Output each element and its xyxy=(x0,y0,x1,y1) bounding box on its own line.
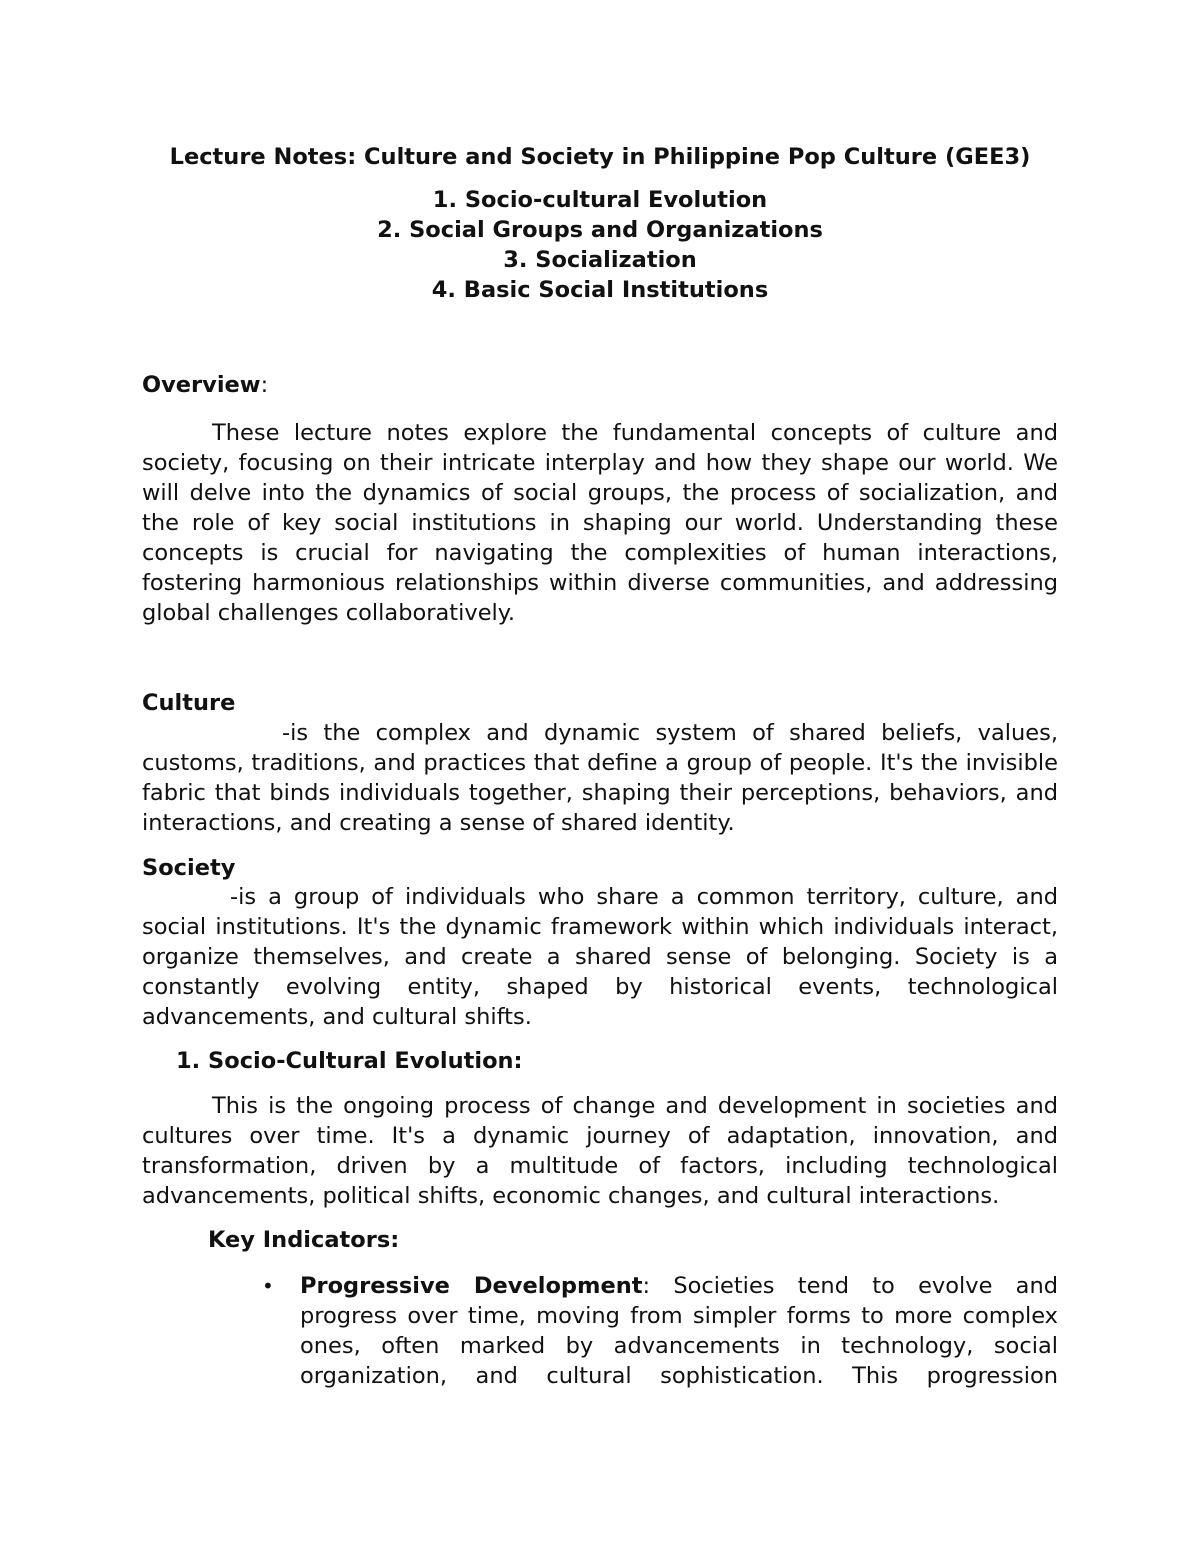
overview-heading-colon: : xyxy=(260,372,269,398)
bullet-text: Societies tend to evolve and progress over time, moving from simpler forms to more complex ones, often marked by advancements in technology, social organization, and cultural sophistication. This progression xyxy=(300,1273,1058,1389)
toc-item: 1. Socio-cultural Evolution xyxy=(432,187,768,213)
culture-definition: -is the complex and dynamic system of shared beliefs, values, customs, traditions, and practices that define a group of people. It's the invisible fabric that binds individuals together, shaping their perceptions, behaviors, and interactions, and creating a sense of shared identity. xyxy=(142,720,1058,836)
bullet-term: Progressive Development xyxy=(300,1273,643,1299)
section-paragraph: This is the ongoing process of change and development in societies and cultures over time. It's a dynamic journey of adaptation, innovation, and transformation, driven by a multitude of factors, including technological advancements, political shifts, economic changes, and cultural interactions. xyxy=(142,1093,1058,1209)
toc-item: 3. Socialization xyxy=(503,247,697,273)
toc-item: 2. Social Groups and Organizations xyxy=(377,217,823,243)
society-definition: -is a group of individuals who share a common territory, culture, and social institutions. It's the dynamic framework within which individuals interact, organize themselves, and create a shared sense of belonging. Society is a constantly evolving entity, shaped by historical events, technological advancements, and cultural shifts. xyxy=(142,884,1058,1030)
key-indicators-heading: Key Indicators: xyxy=(208,1227,400,1253)
bullet-separator: : xyxy=(642,1273,651,1299)
bullet-icon: • xyxy=(262,1274,274,1298)
overview-heading-text: Overview xyxy=(142,372,261,398)
toc-item: 4. Basic Social Institutions xyxy=(431,277,769,303)
table-of-contents xyxy=(0,185,1200,305)
document-title: Lecture Notes: Culture and Society in Philippine Pop Culture (GEE3) xyxy=(169,144,1031,170)
culture-heading: Culture xyxy=(142,690,236,716)
overview-paragraph: These lecture notes explore the fundamental concepts of culture and society, focusing on their intricate interplay and how they shape our world. We will delve into the dynamics of social groups, the process of socialization, and the role of key social institutions in shaping our world. Understanding these concepts is crucial for navigating the complexities of human interactions, fostering harmonious relationships within diverse communities, and addressing global challenges collaboratively. xyxy=(142,420,1058,626)
overview-heading xyxy=(142,370,268,400)
society-heading: Society xyxy=(142,855,236,881)
bullet-item-progressive-development xyxy=(300,1271,1058,1391)
section-heading-socio-cultural-evolution: 1. Socio-Cultural Evolution: xyxy=(176,1048,523,1074)
